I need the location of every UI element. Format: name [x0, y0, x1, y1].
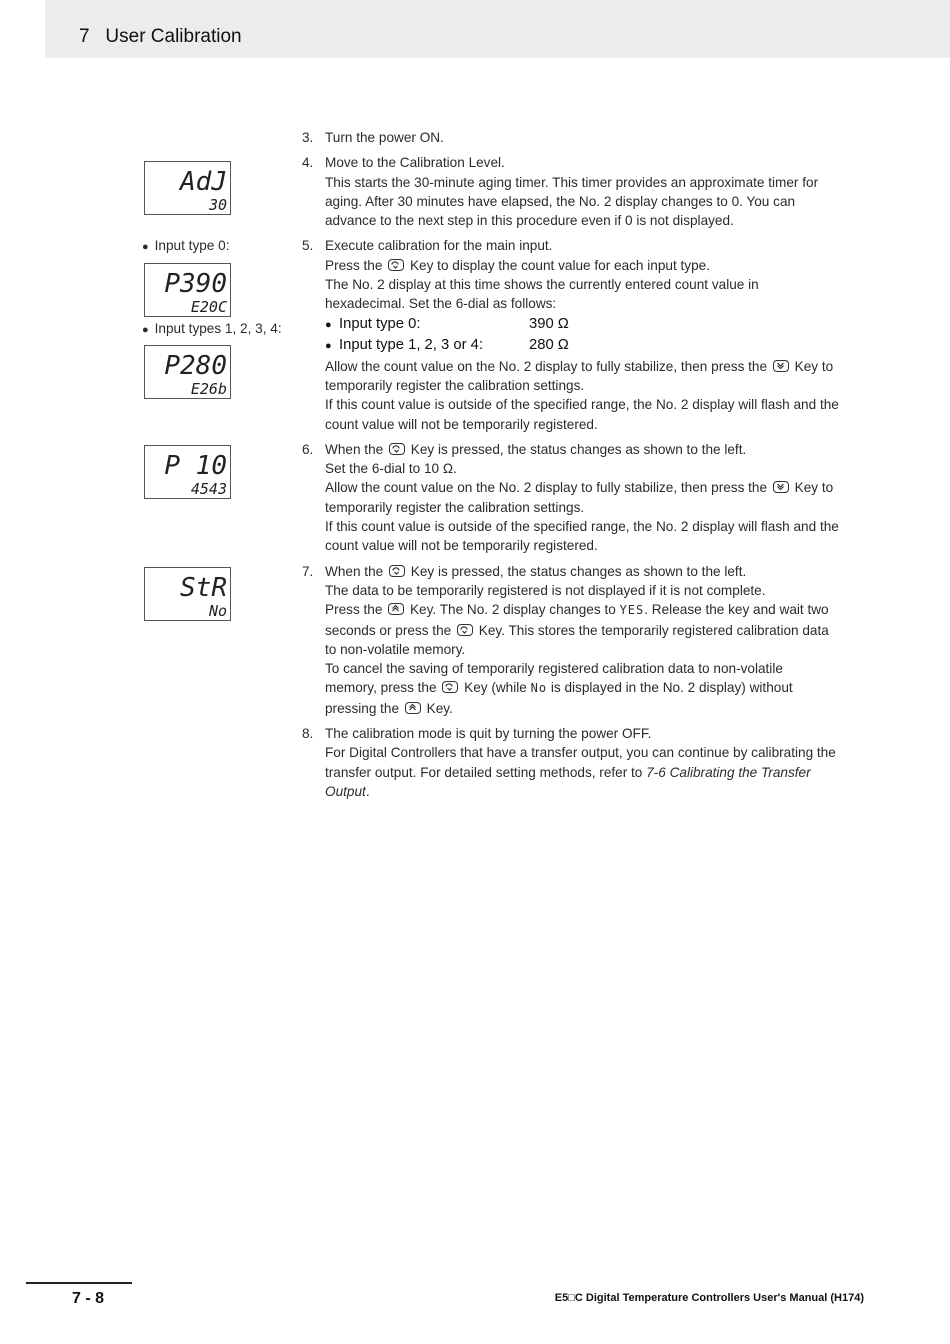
display-line-1: StR [180, 573, 227, 603]
down-key-icon [773, 360, 789, 372]
up-key-icon [388, 603, 404, 615]
page-number: 7 - 8 [72, 1290, 105, 1307]
manual-title: E5□C Digital Temperature Controllers User's Manual (H174) [554, 1292, 864, 1304]
step-3: 3. Turn the power ON. [302, 130, 444, 145]
display-line-2: 4543 [190, 480, 227, 498]
step-7: 7. When the Key is pressed, the status changes as shown to the left. The data to be temporarily registered is not displayed if it is not complete. Press the Key. The No. 2 display changes to YES. Release the key and wait two seconds or press the Key. This stores the temporarily registered calibration data to non-volatile memory. To cancel the saving of temporarily registered calibration data to non-volatile memory, press the Key (while No is displayed in the No. 2 display) without pressing the Key. [302, 563, 829, 716]
procedure-steps [302, 128, 872, 807]
display-line-2: No [208, 602, 227, 620]
display-line-1: P390 [164, 269, 227, 299]
mode-key-icon [442, 681, 458, 693]
display-10-ohm [144, 445, 231, 499]
step-5: 5. Execute calibration for the main input. Press the Key to display the count value for each input type. The No. 2 display at this time shows the currently entered count value in hexadecimal. Set the 6-dial as follows: ● Input type 0: 390 Ω ● Input type 1, 2, 3 or 4: 280 Ω Allow the count value on the No. 2 display to fully stabilize, then press the Key to temporarily register the calibration settings. If this count value is outside of the specified range, the No. 2 display will flash and the count value will not be temporarily registered. [302, 236, 872, 433]
display-input-type-0 [144, 263, 231, 317]
cross-reference-link: 7-6 Calibrating the Transfer [646, 764, 811, 780]
label-input-types-1234: ● Input types 1, 2, 3, 4: [142, 321, 282, 336]
display-input-types-1234 [144, 345, 231, 399]
footer-rule [26, 1282, 132, 1284]
cross-reference-link-cont: Output [325, 783, 366, 799]
display-line-2: 30 [208, 196, 227, 214]
display-line-1: P280 [164, 351, 227, 381]
up-key-icon [405, 702, 421, 714]
mode-key-icon [389, 443, 405, 455]
display-line-1: AdJ [180, 167, 227, 197]
step-6: 6. When the Key is pressed, the status changes as shown to the left. Set the 6-dial to 10 Ω. Allow the count value on the No. 2 display to fully stabilize, then press the Key to temporarily register the calibration settings. If this count value is outside of the specified range, the No. 2 display will flash and the count value will not be temporarily registered. [302, 441, 839, 554]
display-line-2: E20C [190, 298, 227, 316]
bullet-input-type-0: ● Input type 0: 390 Ω [325, 315, 569, 332]
display-line-2: E26b [190, 380, 227, 398]
page-header [45, 0, 950, 58]
down-key-icon [773, 481, 789, 493]
label-input-type-0: ● Input type 0: [142, 238, 230, 253]
step-8: 8. The calibration mode is quit by turning the power OFF. For Digital Controllers that have a transfer output, you can continue by calibrating the transfer output. For detailed setting methods, refer to 7-6 Calibrating the Transfer Output. [302, 726, 836, 799]
bullet-input-type-1234: ● Input type 1, 2, 3 or 4: 280 Ω [325, 337, 569, 354]
section-title: 7 User Calibration [79, 26, 242, 47]
display-aging [144, 161, 231, 215]
display-line-1: P 10 [164, 451, 227, 481]
mode-key-icon [388, 259, 404, 271]
mode-key-icon [389, 565, 405, 577]
step-4: 4. Move to the Calibration Level. This starts the 30-minute aging timer. This timer provides an approximate timer for aging. After 30 minutes have elapsed, the No. 2 display changes to 0. You can advance to the next step in this procedure even if 0 is not displayed. [302, 155, 819, 229]
mode-key-icon [457, 624, 473, 636]
display-store [144, 567, 231, 621]
